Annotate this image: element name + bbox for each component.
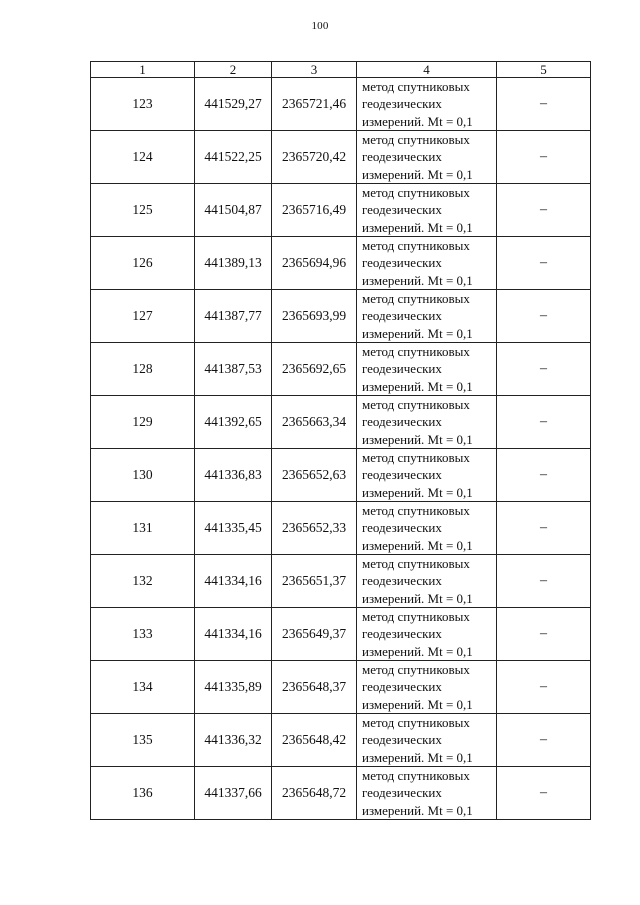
method-line: геодезических [362, 626, 442, 642]
table-row [91, 78, 591, 131]
method-line: метод спутниковых [362, 450, 470, 466]
method-line: измерений. Mt = 0,1 [362, 378, 473, 394]
x-coordinate-cell: 441334,16 [195, 555, 272, 608]
point-number-cell: 134 [91, 661, 195, 714]
point-number-cell: 136 [91, 767, 195, 820]
table-row [91, 237, 591, 290]
header-col-1: 1 [91, 62, 195, 78]
point-number-cell: 129 [91, 396, 195, 449]
method-cell [357, 184, 497, 237]
x-coordinate-cell: 441522,25 [195, 131, 272, 184]
x-coordinate-cell: 441336,83 [195, 449, 272, 502]
method-line: метод спутниковых [362, 662, 470, 678]
x-coordinate-cell: 441336,32 [195, 714, 272, 767]
note-cell: – [497, 237, 591, 290]
method-line: метод спутниковых [362, 185, 470, 201]
method-line: геодезических [362, 255, 442, 271]
note-cell: – [497, 555, 591, 608]
point-number-cell: 133 [91, 608, 195, 661]
method-cell [357, 131, 497, 184]
method-line: геодезических [362, 732, 442, 748]
method-line: измерений. Mt = 0,1 [362, 802, 473, 818]
y-coordinate-cell: 2365716,49 [272, 184, 357, 237]
point-number-cell: 127 [91, 290, 195, 343]
method-line: геодезических [362, 202, 442, 218]
method-line: метод спутниковых [362, 768, 470, 784]
table-row [91, 502, 591, 555]
method-cell [357, 396, 497, 449]
point-number-cell: 130 [91, 449, 195, 502]
x-coordinate-cell: 441387,53 [195, 343, 272, 396]
y-coordinate-cell: 2365651,37 [272, 555, 357, 608]
method-line: метод спутниковых [362, 344, 470, 360]
method-line: геодезических [362, 520, 442, 536]
method-line: измерений. Mt = 0,1 [362, 219, 473, 235]
page-number: 100 [311, 20, 329, 32]
table-row [91, 608, 591, 661]
method-line: геодезических [362, 96, 442, 112]
y-coordinate-cell: 2365652,33 [272, 502, 357, 555]
header-row [91, 62, 591, 78]
table-row [91, 555, 591, 608]
table-row [91, 449, 591, 502]
y-coordinate-cell: 2365652,63 [272, 449, 357, 502]
x-coordinate-cell: 441504,87 [195, 184, 272, 237]
header-col-5: 5 [497, 62, 591, 78]
x-coordinate-cell: 441334,16 [195, 608, 272, 661]
method-cell [357, 78, 497, 131]
method-line: измерений. Mt = 0,1 [362, 643, 473, 659]
table-row [91, 767, 591, 820]
y-coordinate-cell: 2365663,34 [272, 396, 357, 449]
x-coordinate-cell: 441335,45 [195, 502, 272, 555]
method-line: измерений. Mt = 0,1 [362, 113, 473, 129]
y-coordinate-cell: 2365648,42 [272, 714, 357, 767]
method-line: измерений. Mt = 0,1 [362, 537, 473, 553]
table-row [91, 290, 591, 343]
point-number-cell: 128 [91, 343, 195, 396]
x-coordinate-cell: 441335,89 [195, 661, 272, 714]
y-coordinate-cell: 2365692,65 [272, 343, 357, 396]
method-line: метод спутниковых [362, 503, 470, 519]
x-coordinate-cell: 441389,13 [195, 237, 272, 290]
method-line: измерений. Mt = 0,1 [362, 166, 473, 182]
point-number-cell: 125 [91, 184, 195, 237]
method-cell [357, 767, 497, 820]
method-line: метод спутниковых [362, 291, 470, 307]
point-number-cell: 131 [91, 502, 195, 555]
method-line: измерений. Mt = 0,1 [362, 272, 473, 288]
method-line: геодезических [362, 361, 442, 377]
header-col-2: 2 [195, 62, 272, 78]
x-coordinate-cell: 441392,65 [195, 396, 272, 449]
method-line: измерений. Mt = 0,1 [362, 431, 473, 447]
method-line: метод спутниковых [362, 556, 470, 572]
note-cell: – [497, 78, 591, 131]
method-line: измерений. Mt = 0,1 [362, 696, 473, 712]
note-cell: – [497, 661, 591, 714]
table-row [91, 714, 591, 767]
y-coordinate-cell: 2365693,99 [272, 290, 357, 343]
method-line: метод спутниковых [362, 238, 470, 254]
note-cell: – [497, 131, 591, 184]
method-line: метод спутниковых [362, 715, 470, 731]
note-cell: – [497, 714, 591, 767]
y-coordinate-cell: 2365649,37 [272, 608, 357, 661]
method-line: измерений. Mt = 0,1 [362, 484, 473, 500]
x-coordinate-cell: 441529,27 [195, 78, 272, 131]
note-cell: – [497, 449, 591, 502]
header-col-3: 3 [272, 62, 357, 78]
note-cell: – [497, 184, 591, 237]
method-line: метод спутниковых [362, 79, 470, 95]
method-line: измерений. Mt = 0,1 [362, 325, 473, 341]
method-line: метод спутниковых [362, 609, 470, 625]
point-number-cell: 135 [91, 714, 195, 767]
coordinates-table [90, 61, 591, 820]
point-number-cell: 124 [91, 131, 195, 184]
point-number-cell: 123 [91, 78, 195, 131]
note-cell: – [497, 343, 591, 396]
method-line: геодезических [362, 308, 442, 324]
point-number-cell: 132 [91, 555, 195, 608]
note-cell: – [497, 608, 591, 661]
method-line: измерений. Mt = 0,1 [362, 590, 473, 606]
method-line: метод спутниковых [362, 132, 470, 148]
y-coordinate-cell: 2365648,72 [272, 767, 357, 820]
method-line: геодезических [362, 149, 442, 165]
method-line: геодезических [362, 679, 442, 695]
method-line: геодезических [362, 467, 442, 483]
method-cell [357, 449, 497, 502]
table-row [91, 396, 591, 449]
x-coordinate-cell: 441387,77 [195, 290, 272, 343]
y-coordinate-cell: 2365720,42 [272, 131, 357, 184]
method-cell [357, 343, 497, 396]
note-cell: – [497, 767, 591, 820]
table-body [91, 78, 591, 820]
method-line: измерений. Mt = 0,1 [362, 749, 473, 765]
method-cell [357, 290, 497, 343]
method-line: метод спутниковых [362, 397, 470, 413]
method-cell [357, 714, 497, 767]
method-line: геодезических [362, 414, 442, 430]
note-cell: – [497, 502, 591, 555]
table-row [91, 343, 591, 396]
note-cell: – [497, 290, 591, 343]
method-cell [357, 237, 497, 290]
point-number-cell: 126 [91, 237, 195, 290]
method-cell [357, 608, 497, 661]
x-coordinate-cell: 441337,66 [195, 767, 272, 820]
method-line: геодезических [362, 573, 442, 589]
method-cell [357, 502, 497, 555]
table-row [91, 184, 591, 237]
method-cell [357, 555, 497, 608]
table-row [91, 131, 591, 184]
table-row [91, 661, 591, 714]
note-cell: – [497, 396, 591, 449]
y-coordinate-cell: 2365648,37 [272, 661, 357, 714]
y-coordinate-cell: 2365721,46 [272, 78, 357, 131]
header-col-4: 4 [357, 62, 497, 78]
method-line: геодезических [362, 785, 442, 801]
y-coordinate-cell: 2365694,96 [272, 237, 357, 290]
method-cell [357, 661, 497, 714]
